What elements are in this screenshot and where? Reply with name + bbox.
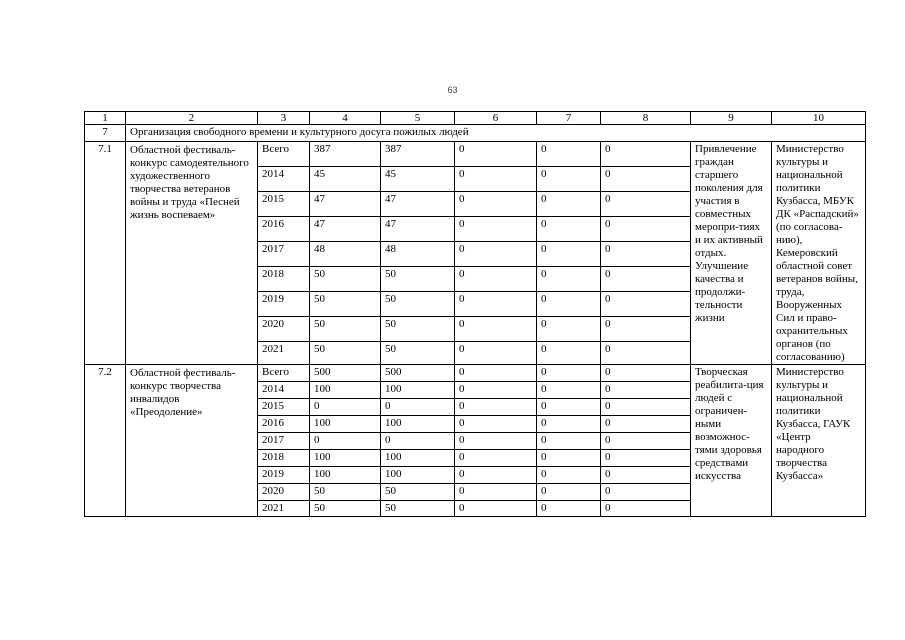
total-cell: 50: [310, 291, 381, 316]
year-cell: 2017: [258, 241, 310, 266]
header-cell: 7: [537, 112, 601, 125]
other-sources-cell: 0: [601, 399, 691, 416]
expected-result: Привлечение граждан старшего поколения для участия в совместных меропри-тиях и их активный отдых. Улучшение качества и продолжи-тельности жизни: [691, 142, 772, 365]
header-row: [85, 112, 866, 125]
section-title: Организация свободного времени и культурного досуга пожилых людей: [126, 125, 866, 142]
year-cell: 2019: [258, 467, 310, 484]
federal-budget-cell: 0: [455, 266, 537, 291]
total-cell: 50: [310, 266, 381, 291]
section-row: [85, 125, 866, 142]
year-cell: 2016: [258, 216, 310, 241]
other-sources-cell: 0: [601, 450, 691, 467]
year-cell: 2015: [258, 191, 310, 216]
regional-budget-cell: 50: [381, 501, 455, 517]
local-budget-cell: 0: [537, 142, 601, 167]
year-cell: Всего: [258, 142, 310, 167]
other-sources-cell: 0: [601, 341, 691, 365]
regional-budget-cell: 50: [381, 291, 455, 316]
regional-budget-cell: 500: [381, 365, 455, 382]
regional-budget-cell: 47: [381, 216, 455, 241]
other-sources-cell: 0: [601, 191, 691, 216]
local-budget-cell: 0: [537, 399, 601, 416]
year-cell: 2014: [258, 166, 310, 191]
header-cell: 8: [601, 112, 691, 125]
table-row: [85, 142, 866, 167]
federal-budget-cell: 0: [455, 142, 537, 167]
year-cell: 2017: [258, 433, 310, 450]
local-budget-cell: 0: [537, 216, 601, 241]
federal-budget-cell: 0: [455, 341, 537, 365]
local-budget-cell: 0: [537, 241, 601, 266]
other-sources-cell: 0: [601, 142, 691, 167]
header-cell: 6: [455, 112, 537, 125]
federal-budget-cell: 0: [455, 467, 537, 484]
federal-budget-cell: 0: [455, 365, 537, 382]
total-cell: 100: [310, 382, 381, 399]
total-cell: 0: [310, 433, 381, 450]
regional-budget-cell: 100: [381, 450, 455, 467]
federal-budget-cell: 0: [455, 416, 537, 433]
local-budget-cell: 0: [537, 484, 601, 501]
federal-budget-cell: 0: [455, 291, 537, 316]
federal-budget-cell: 0: [455, 241, 537, 266]
regional-budget-cell: 100: [381, 416, 455, 433]
regional-budget-cell: 48: [381, 241, 455, 266]
federal-budget-cell: 0: [455, 216, 537, 241]
year-cell: 2021: [258, 341, 310, 365]
local-budget-cell: 0: [537, 433, 601, 450]
regional-budget-cell: 47: [381, 191, 455, 216]
total-cell: 100: [310, 450, 381, 467]
local-budget-cell: 0: [537, 266, 601, 291]
federal-budget-cell: 0: [455, 484, 537, 501]
header-cell: 10: [772, 112, 866, 125]
federal-budget-cell: 0: [455, 450, 537, 467]
local-budget-cell: 0: [537, 467, 601, 484]
measure-name: Областной фестиваль-конкурс творчества инвалидов «Преодоление»: [126, 365, 258, 517]
other-sources-cell: 0: [601, 316, 691, 341]
local-budget-cell: 0: [537, 416, 601, 433]
measure-number: 7.1: [85, 142, 126, 365]
year-cell: 2016: [258, 416, 310, 433]
year-cell: 2021: [258, 501, 310, 517]
federal-budget-cell: 0: [455, 399, 537, 416]
local-budget-cell: 0: [537, 365, 601, 382]
header-cell: 9: [691, 112, 772, 125]
federal-budget-cell: 0: [455, 433, 537, 450]
total-cell: 387: [310, 142, 381, 167]
other-sources-cell: 0: [601, 382, 691, 399]
total-cell: 45: [310, 166, 381, 191]
year-cell: 2018: [258, 266, 310, 291]
regional-budget-cell: 100: [381, 467, 455, 484]
total-cell: 50: [310, 501, 381, 517]
program-table: [84, 111, 866, 517]
header-cell: 4: [310, 112, 381, 125]
page-number: 63: [447, 85, 458, 95]
other-sources-cell: 0: [601, 365, 691, 382]
regional-budget-cell: 0: [381, 433, 455, 450]
other-sources-cell: 0: [601, 416, 691, 433]
other-sources-cell: 0: [601, 433, 691, 450]
year-cell: 2015: [258, 399, 310, 416]
header-cell: 1: [85, 112, 126, 125]
regional-budget-cell: 50: [381, 484, 455, 501]
executors: Министерство культуры и национальной политики Кузбасса, МБУК ДК «Распадский» (по согласова-нию), Кемеровский областной совет ветеранов войны, труда, Вооруженных Сил и право-охранительных органов (по согласованию): [772, 142, 866, 365]
regional-budget-cell: 50: [381, 341, 455, 365]
header-cell: 5: [381, 112, 455, 125]
other-sources-cell: 0: [601, 467, 691, 484]
total-cell: 100: [310, 416, 381, 433]
total-cell: 100: [310, 467, 381, 484]
regional-budget-cell: 0: [381, 399, 455, 416]
total-cell: 50: [310, 341, 381, 365]
header-cell: 2: [126, 112, 258, 125]
total-cell: 50: [310, 484, 381, 501]
regional-budget-cell: 45: [381, 166, 455, 191]
table-row: [85, 365, 866, 382]
local-budget-cell: 0: [537, 382, 601, 399]
year-cell: 2019: [258, 291, 310, 316]
regional-budget-cell: 100: [381, 382, 455, 399]
total-cell: 47: [310, 191, 381, 216]
year-cell: Всего: [258, 365, 310, 382]
federal-budget-cell: 0: [455, 166, 537, 191]
year-cell: 2014: [258, 382, 310, 399]
regional-budget-cell: 387: [381, 142, 455, 167]
federal-budget-cell: 0: [455, 501, 537, 517]
header-cell: 3: [258, 112, 310, 125]
federal-budget-cell: 0: [455, 316, 537, 341]
local-budget-cell: 0: [537, 316, 601, 341]
other-sources-cell: 0: [601, 216, 691, 241]
regional-budget-cell: 50: [381, 316, 455, 341]
local-budget-cell: 0: [537, 191, 601, 216]
other-sources-cell: 0: [601, 266, 691, 291]
local-budget-cell: 0: [537, 166, 601, 191]
federal-budget-cell: 0: [455, 191, 537, 216]
measure-name: Областной фестиваль-конкурс самодеятельного художественного творчества ветеранов войны и труда «Песней жизнь воспеваем»: [126, 142, 258, 365]
total-cell: 47: [310, 216, 381, 241]
other-sources-cell: 0: [601, 291, 691, 316]
local-budget-cell: 0: [537, 450, 601, 467]
total-cell: 500: [310, 365, 381, 382]
local-budget-cell: 0: [537, 501, 601, 517]
year-cell: 2018: [258, 450, 310, 467]
total-cell: 0: [310, 399, 381, 416]
regional-budget-cell: 50: [381, 266, 455, 291]
executors: Министерство культуры и национальной политики Кузбасса, ГАУК «Центр народного творчества Кузбасса»: [772, 365, 866, 517]
total-cell: 48: [310, 241, 381, 266]
other-sources-cell: 0: [601, 166, 691, 191]
other-sources-cell: 0: [601, 501, 691, 517]
other-sources-cell: 0: [601, 484, 691, 501]
local-budget-cell: 0: [537, 341, 601, 365]
expected-result: Творческая реабилита-ция людей с ограничен-ными возможнос-тями здоровья средствами искусства: [691, 365, 772, 517]
section-number: 7: [85, 125, 126, 142]
total-cell: 50: [310, 316, 381, 341]
measure-number: 7.2: [85, 365, 126, 517]
local-budget-cell: 0: [537, 291, 601, 316]
federal-budget-cell: 0: [455, 382, 537, 399]
year-cell: 2020: [258, 484, 310, 501]
year-cell: 2020: [258, 316, 310, 341]
other-sources-cell: 0: [601, 241, 691, 266]
